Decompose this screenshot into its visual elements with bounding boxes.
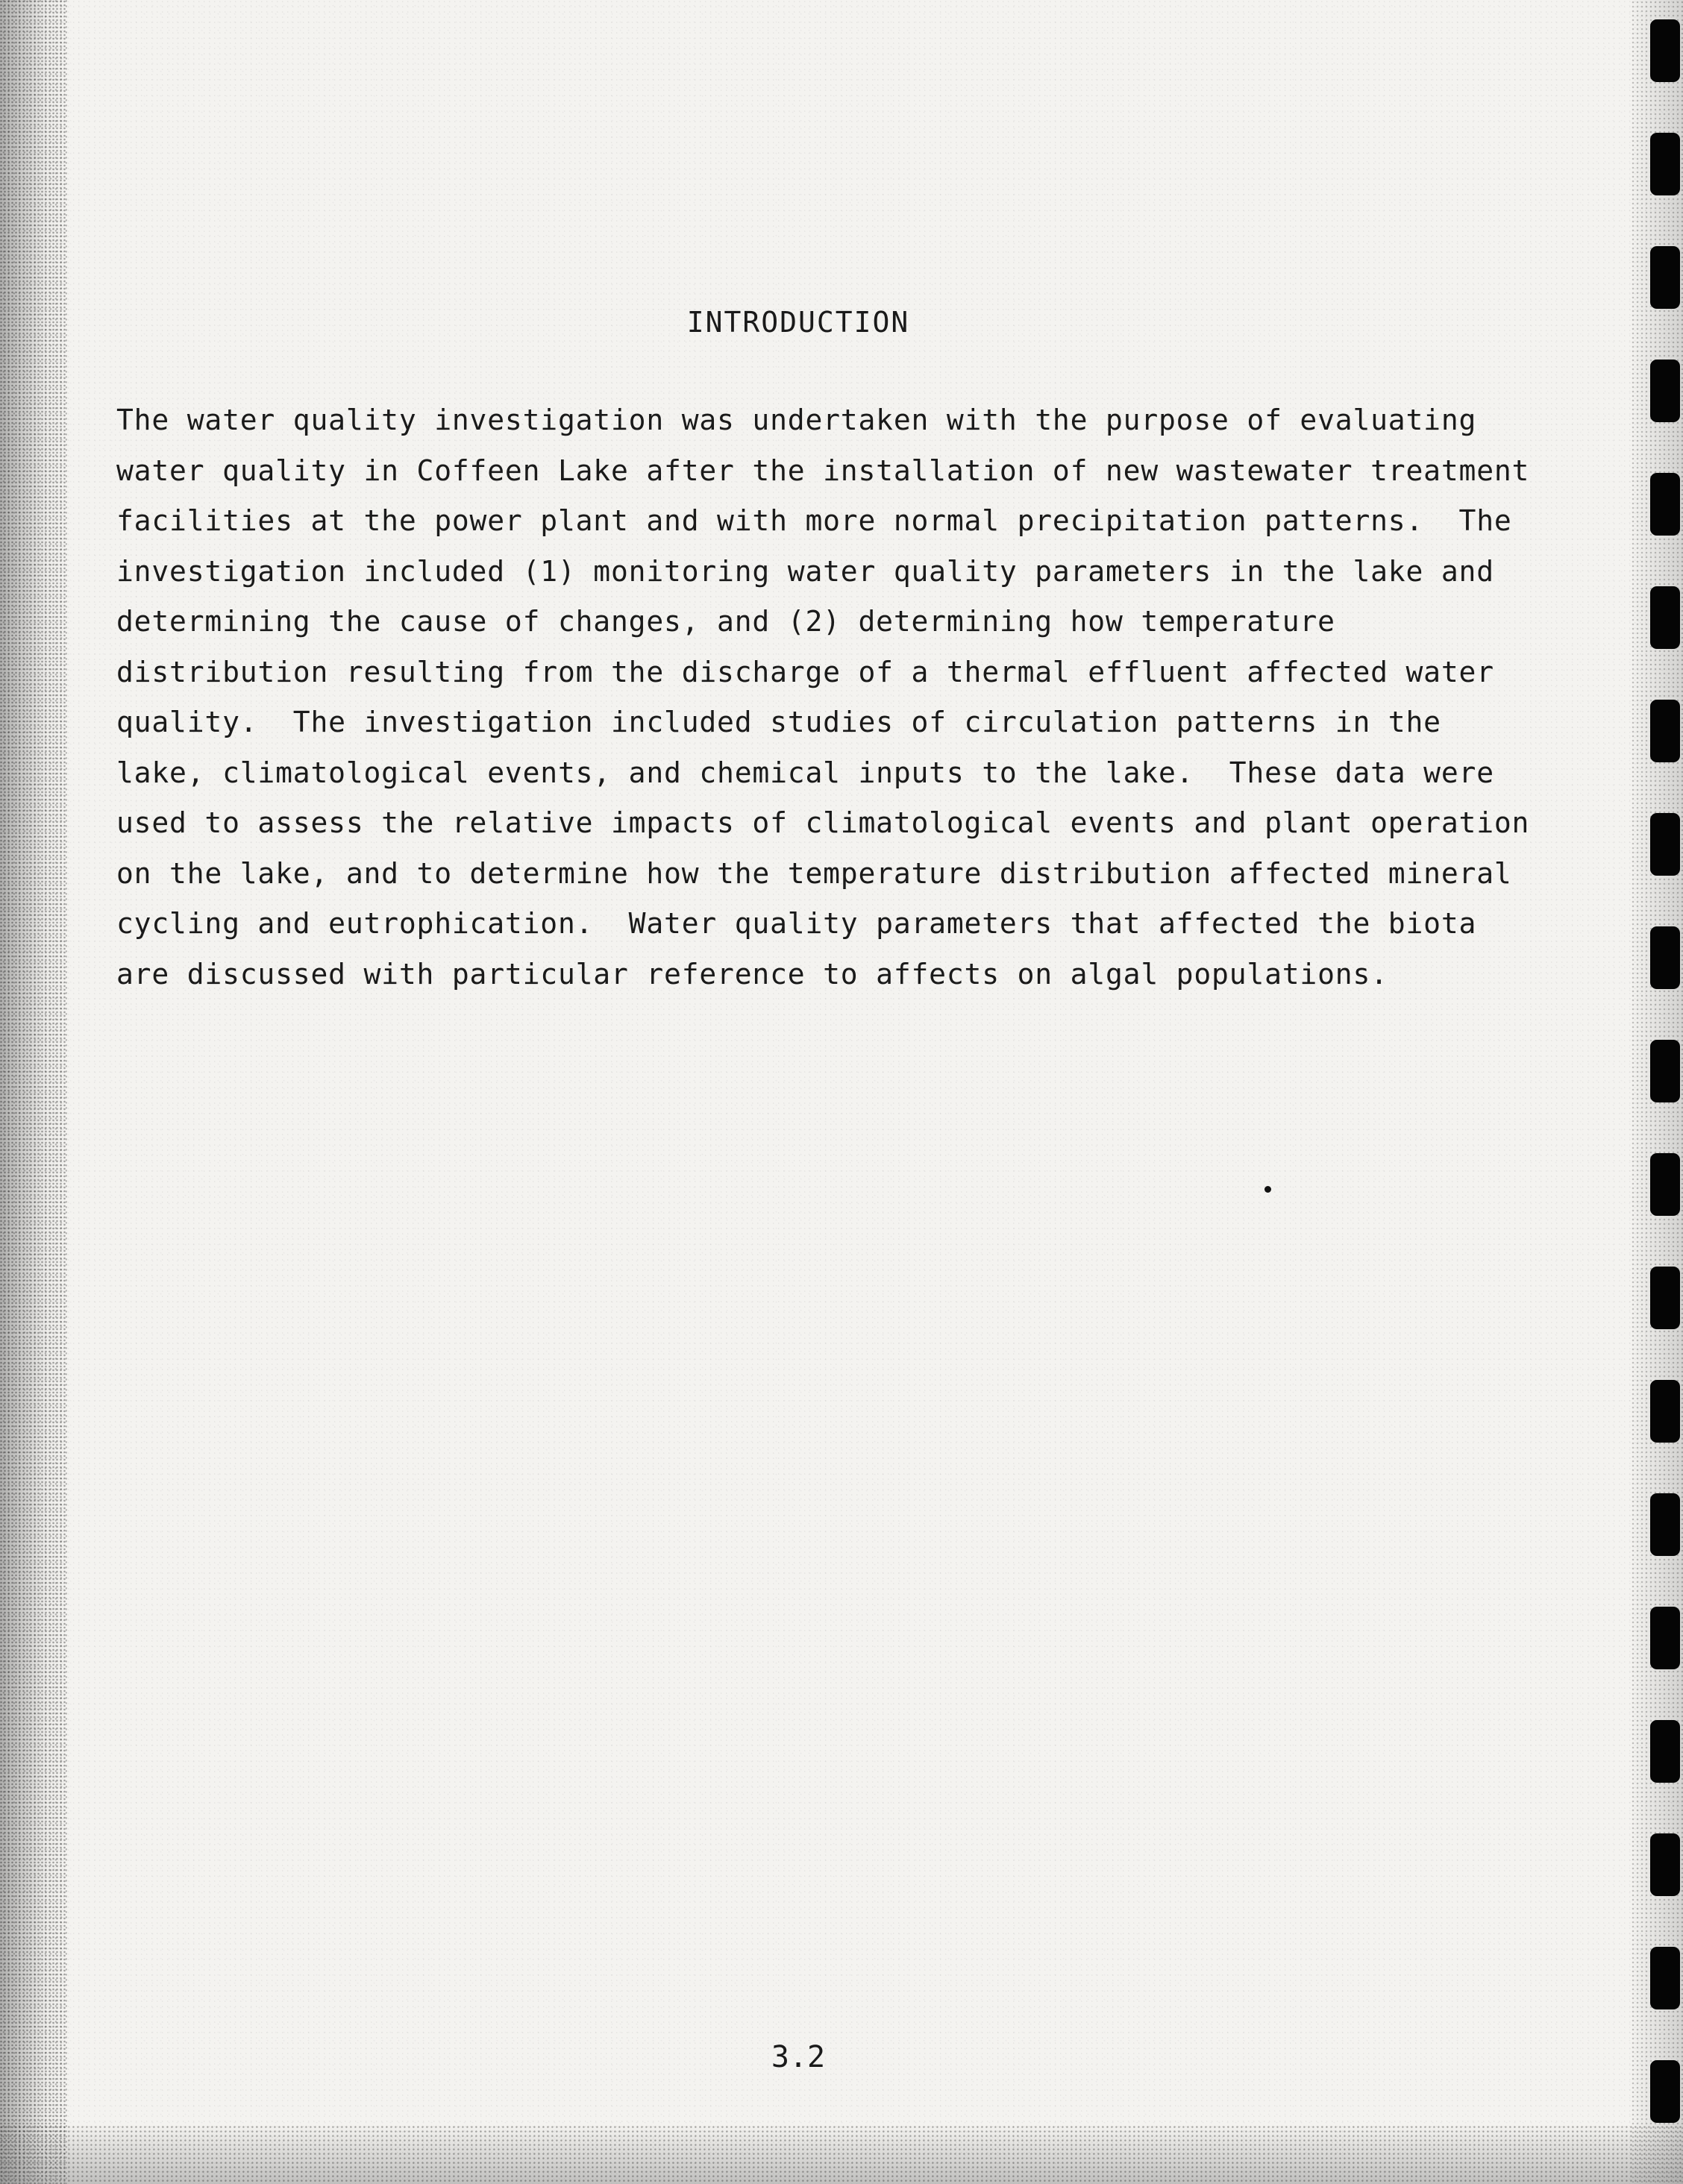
binding-hole — [1650, 473, 1680, 536]
binding-hole — [1650, 700, 1680, 762]
binding-hole — [1650, 133, 1680, 195]
ink-speck — [1264, 1186, 1271, 1193]
paragraph-line: investigation included (1) monitoring water quality parameters in the lake and — [116, 554, 1494, 588]
scan-shadow-bottom — [0, 2124, 1683, 2184]
binding-hole — [1650, 586, 1680, 649]
binding-holes — [1650, 0, 1680, 2184]
binding-hole — [1650, 926, 1680, 989]
paragraph-line: facilities at the power plant and with more normal precipitation patterns. The — [116, 504, 1512, 537]
paragraph-line: used to assess the relative impacts of climatological events and plant operation — [116, 806, 1530, 839]
binding-hole — [1650, 1833, 1680, 1896]
binding-hole — [1650, 1607, 1680, 1669]
paragraph-line: The water quality investigation was undertaken with the purpose of evaluating — [116, 404, 1477, 436]
page-number: 3.2 — [771, 2040, 826, 2074]
binding-hole — [1650, 246, 1680, 309]
binding-hole — [1650, 2060, 1680, 2123]
paragraph-line: water quality in Coffeen Lake after the installation of new wastewater treatment — [116, 454, 1530, 487]
paragraph-line: are discussed with particular reference to affects on algal populations. — [116, 957, 1388, 991]
paragraph-line: on the lake, and to determine how the temperature distribution affected mineral — [116, 856, 1512, 890]
binding-hole — [1650, 19, 1680, 82]
binding-hole — [1650, 1153, 1680, 1216]
binding-hole — [1650, 1040, 1680, 1102]
paragraph-line: determining the cause of changes, and (2) determining how temperature — [116, 605, 1335, 638]
binding-hole — [1650, 1493, 1680, 1556]
binding-hole — [1650, 1947, 1680, 2009]
paragraph-line: quality. The investigation included studies of circulation patterns in the — [116, 706, 1441, 738]
paragraph-line: distribution resulting from the discharge of a thermal effluent affected water — [116, 655, 1494, 688]
paragraph-line: lake, climatological events, and chemical inputs to the lake. These data were — [116, 756, 1494, 789]
introduction-paragraph — [116, 395, 1579, 1000]
paragraph-line: cycling and eutrophication. Water quality parameters that affected the biota — [116, 907, 1477, 940]
binding-hole — [1650, 1267, 1680, 1329]
binding-hole — [1650, 1380, 1680, 1443]
binding-hole — [1650, 813, 1680, 876]
binding-hole — [1650, 1720, 1680, 1783]
binding-hole — [1650, 360, 1680, 422]
section-title: INTRODUCTION — [686, 306, 910, 339]
